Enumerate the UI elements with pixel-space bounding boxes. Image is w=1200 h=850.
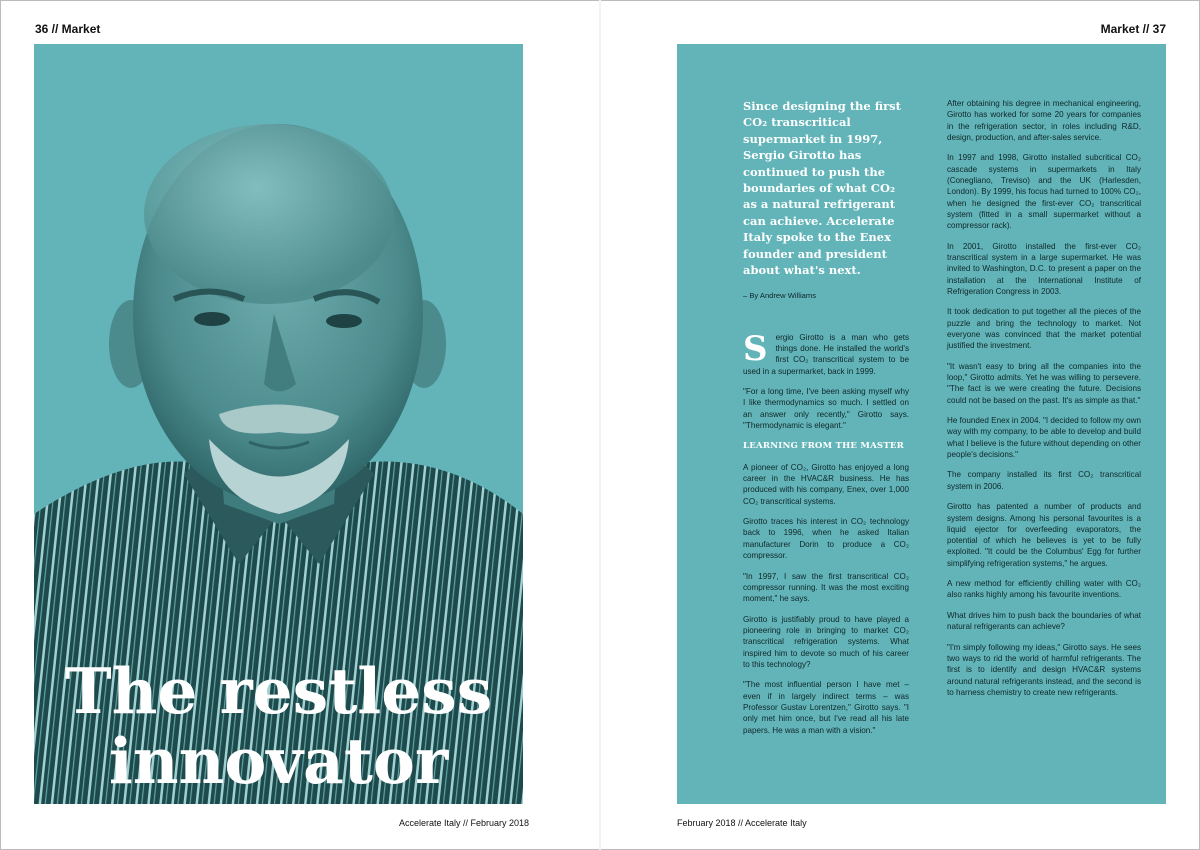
paragraph: He founded Enex in 2004. "I decided to follow my own way with my company, to be able to develop and build what I believe is the future without depending on other people's decisions." [947,416,1141,459]
paragraph: Girotto traces his interest in CO₂ technology back to 1996, when he asked Italian manufacturer Dorin to produce a CO₂ compressor. [743,517,909,561]
lead-paragraph [743,328,909,377]
paragraph: "In 1997, I saw the first transcritical CO₂ compressor running. It was the most exciting moment," he says. [743,571,909,604]
paragraph: After obtaining his degree in mechanical engineering, Girotto has worked for some 20 years for companies in the refrigeration sector, in roles including R&D, design, production, and after-sales service. [947,99,1141,142]
headline [34,656,523,796]
right-footer: February 2018 // Accelerate Italy [677,818,807,828]
left-footer: Accelerate Italy // February 2018 [399,818,530,828]
paragraph: "The most influential person I have met – even if in largely indirect terms – was Professor Gustav Lorentzen," Girotto says. "I only met him once, but I've read all his late papers. He was a man with a vision." [743,680,909,735]
paragraph: A pioneer of CO₂, Girotto has enjoyed a long career in the HVAC&R business. He has produced with his company, Enex, over 1,000 CO₂ transcritical systems. [743,462,909,506]
headline-line-2: innovator [108,724,449,798]
article-panel [677,44,1166,804]
article-column-2 [947,98,1141,707]
section-subhead: LEARNING FROM THE MASTER [743,440,905,451]
paragraph: It took dedication to put together all the pieces of the puzzle and bring the technology to market. Not everyone was convinced that the market potential justified the investment. [947,307,1141,351]
article-column-1 [743,98,909,745]
paragraph: "It wasn't easy to bring all the companies into the loop," Girotto admits. Yet he was willing to persevere. "The fact is we were creating the future. Decisions could not be based on the past. It's as simple as that." [947,361,1141,405]
paragraph: The company installed its first CO₂ transcritical system in 2006. [947,470,1141,491]
right-page-label: Market // 37 [1100,22,1166,36]
headline-line-1: The restless [64,654,493,728]
paragraph: "I'm simply following my ideas," Girotto says. He sees two ways to rid the world of harmful refrigerants. The first is to identify and design HVAC&R systems around natural refrigerants instead, and the second is to harness chemistry to create new refrigerants. [947,642,1141,697]
paragraph: Girotto is justifiably proud to have played a pioneering role in bringing to market CO₂ transcritical refrigeration systems. What inspired him to devote so much of his career to this technology? [743,614,909,669]
drop-cap: S [743,328,768,369]
portrait-photo [34,44,523,804]
paragraph: A new method for efficiently chilling water with CO₂ also ranks highly among his favourite inventions. [947,579,1141,600]
paragraph: In 2001, Girotto installed the first-ever CO₂ transcritical system in a large supermarket. He was invited to Washington, D.C. to present a paper on the installation at the International Institute of Refrigeration Congress in 2003. [947,241,1141,296]
page-gutter [599,0,601,850]
paragraph: Girotto has patented a number of products and system designs. Among his personal favourites is a liquid ejector for overfeeding evaporators, the potential of which he believes is yet to be fully exploited. "It could be the Columbus' Egg for further simplifying refrigeration systems," he argues. [947,502,1141,568]
paragraph: What drives him to push back the boundaries of what natural refrigerants can achieve? [947,610,1141,632]
paragraph: "For a long time, I've been asking myself why I like thermodynamics so much. I settled on an answer only recently," Girotto says. "Thermodynamic is elegant." [743,387,909,431]
paragraph: In 1997 and 1998, Girotto installed subcritical CO₂ cascade systems in supermarkets in Italy (Conegliano, Treviso) and the UK (Harlesden, London). By 1999, his focus had turned to 100% CO₂, when he designed the first-ever CO₂ transcritical system (fitted in a small supermarket without a compressor rack). [947,153,1141,231]
article-intro: Since designing the first CO₂ transcritical supermarket in 1997, Sergio Girotto has continued to push the boundaries of what CO₂ as a natural refrigerant can achieve. Accelerate Italy spoke to the Enex founder and president about what's next. [743,99,901,278]
article-byline: – By Andrew Williams [743,291,817,301]
lead-text: ergio Girotto is a man who gets things done. He installed the world's first CO₂ transcritical system to be used in a supermarket, back in 1999. [743,332,909,376]
left-page-label: 36 // Market [35,22,101,36]
